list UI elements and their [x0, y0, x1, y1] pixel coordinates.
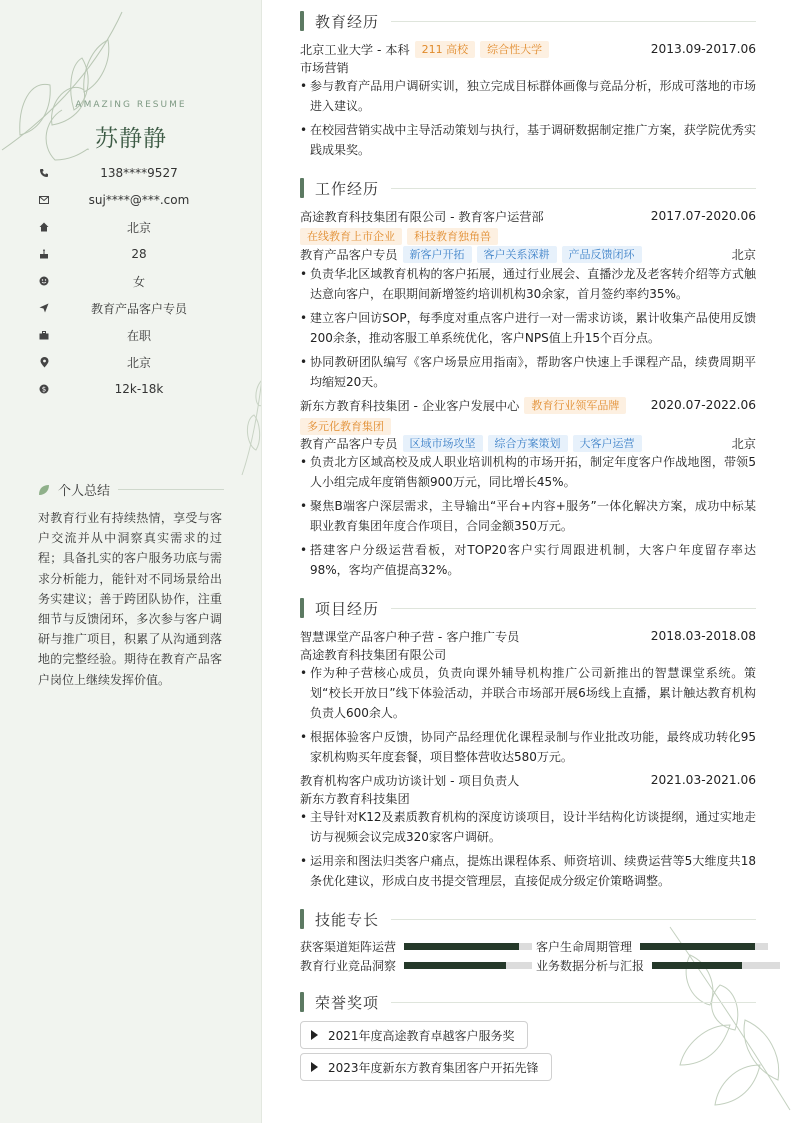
awards-title: 荣誉奖项 [315, 993, 380, 1012]
money-icon [38, 383, 50, 395]
job-bullet: • 建立客户回访SOP，每季度对重点客户进行一对一需求访谈，累计收集产品使用反馈200余条，推动客服工单系统优化，客户NPS值上升15个百分点。 [300, 308, 756, 348]
company-tag: 多元化教育集团 [300, 418, 391, 435]
play-icon [311, 1030, 318, 1040]
project-date: 2021.03-2021.06 [650, 773, 756, 787]
info-gender: 女 [132, 274, 145, 289]
skill-fill [404, 943, 519, 950]
education-bullet: • 在校园营销实战中主导活动策划与执行，基于调研数据制定推广方案，获学院优秀实践成果奖。 [300, 120, 756, 160]
role-tag: 产品反馈闭环 [562, 246, 642, 263]
phone-icon [38, 167, 50, 179]
skill-fill [640, 943, 755, 950]
info-position: 教育产品客户专员 [90, 301, 187, 316]
summary-text: 对教育行业有持续热情，享受与客户交流并从中洞察真实需求的过程；具备扎实的客户服务功底与需求分析能力，能针对不同场景给出务实建议；善于跨团队协作，注重细节与反馈闭环，多次参与客户调研与推广项目，积累了从沟通到落地的完整经验。期待在教育产品客户岗位上继续发挥价值。 [38, 511, 222, 687]
project-bullet: • 根据体验客户反馈，协同产品经理优化课程录制与作业批改功能，最终成功转化95家机构购买年度套餐，项目整体营收达580万元。 [300, 727, 756, 767]
info-age: 28 [131, 247, 147, 261]
role-tag: 区域市场攻坚 [403, 435, 483, 452]
gender-icon [38, 275, 50, 287]
skill-bar [640, 943, 768, 950]
company-tag: 在线教育上市企业 [300, 228, 402, 245]
skills-section-header [300, 909, 756, 929]
education-bullet: • 参与教育产品用户调研实训，独立完成目标群体画像与竞品分析，形成可落地的市场进入建议。 [300, 76, 756, 116]
projects-section-header [300, 598, 756, 618]
project-name: 智慧课堂产品客户种子营 - 客户推广专员 [300, 629, 520, 644]
briefcase-icon [38, 329, 50, 341]
projects-title: 项目经历 [315, 599, 380, 618]
info-hometown: 北京 [126, 220, 151, 235]
section-divider [391, 608, 756, 609]
job-role: 教育产品客户专员 [300, 436, 398, 451]
section-divider [391, 188, 756, 189]
job-bullet: • 协同教研团队编写《客户场景应用指南》，帮助客户快速上手课程产品，续费周期平均缩短20天。 [300, 352, 756, 392]
project-org: 高途教育科技集团有限公司 [300, 648, 447, 662]
info-row-location [38, 353, 228, 371]
resume-tagline: AMAZING RESUME [75, 100, 187, 110]
award-text: 2021年度高途教育卓越客户服务奖 [328, 1028, 515, 1043]
section-marker [300, 992, 304, 1012]
skill-fill [652, 962, 742, 969]
send-icon [38, 302, 50, 314]
award-text: 2023年度新东方教育集团客户开拓先锋 [328, 1060, 539, 1075]
project-org: 新东方教育科技集团 [300, 792, 410, 806]
info-salary: 12k-18k [114, 382, 164, 396]
skill-item [300, 938, 532, 954]
role-tag: 大客户运营 [573, 435, 642, 452]
summary-divider [118, 489, 224, 490]
role-tag: 新客户开拓 [403, 246, 472, 263]
job-date: 2020.07-2022.06 [650, 398, 756, 412]
info-phone: 138****9527 [100, 166, 178, 180]
info-row-salary [38, 380, 228, 398]
section-marker [300, 178, 304, 198]
svg-text:$: $ [41, 385, 47, 394]
info-row-position [38, 299, 228, 317]
project-header-row [300, 771, 756, 789]
project-header-row [300, 627, 756, 645]
info-row-email [38, 191, 228, 209]
section-divider [391, 21, 756, 22]
job-bullet: • 搭建客户分级运营看板，对TOP20客户实行周跟进机制，大客户年度留存率达98%，客均产值提高32%。 [300, 540, 756, 580]
section-divider [391, 919, 756, 920]
skill-name: 教育行业竞品洞察 [300, 958, 397, 973]
project-date: 2018.03-2018.08 [650, 629, 756, 643]
job-role-row [300, 245, 756, 263]
skill-fill [404, 962, 506, 969]
skill-name: 获客渠道矩阵运营 [300, 939, 397, 954]
section-marker [300, 909, 304, 929]
work-title: 工作经历 [315, 179, 380, 198]
education-date: 2013.09-2017.06 [650, 42, 756, 56]
summary-title: 个人总结 [58, 484, 111, 499]
company-tags [295, 228, 498, 245]
school-tag: 211 高校 [415, 41, 476, 58]
info-row-age [38, 245, 228, 263]
play-icon [311, 1062, 318, 1072]
skill-bar [404, 943, 532, 950]
job-company: 高途教育科技集团有限公司 - 教育客户运营部 [300, 209, 544, 224]
education-title: 教育经历 [315, 12, 380, 31]
skill-item [300, 957, 532, 973]
company-tag: 科技教育独角兽 [407, 228, 498, 245]
job-bullet: • 聚焦B端客户深层需求，主导输出“平台+内容+服务”一体化解决方案，成功中标某职业教育集团年度合作项目，合同金额350万元。 [300, 496, 756, 536]
work-section-header [300, 178, 756, 198]
cake-icon [38, 248, 50, 260]
info-row-status [38, 326, 228, 344]
job-city: 北京 [731, 436, 756, 451]
job-bullet: • 负责北方区域高校及成人职业培训机构的市场开拓，制定年度客户作战地图，带领5人小组完成年度销售额900万元，同比增长45%。 [300, 452, 756, 492]
education-header-row [300, 40, 756, 58]
role-tag: 综合方案策划 [488, 435, 568, 452]
awards-section-header [300, 992, 756, 1012]
award-item [300, 1021, 528, 1049]
job-date: 2017.07-2020.06 [650, 209, 756, 223]
skill-item [536, 938, 768, 954]
education-section-header [300, 11, 756, 31]
job-city: 北京 [731, 247, 756, 262]
home-icon [38, 221, 50, 233]
project-bullet: • 作为种子营核心成员，负责向课外辅导机构推广公司新推出的智慧课堂系统。策划“校长开放日”线下体验活动，并联合市场部开展6场线上直播，累计触达教育机构负责人600余人。 [300, 663, 756, 723]
job-role: 教育产品客户专员 [300, 247, 398, 262]
leaf-icon [38, 484, 50, 496]
info-row-gender [38, 272, 228, 290]
mail-icon [38, 194, 50, 206]
job-bullet: • 负责华北区域教育机构的客户拓展，通过行业展会、直播沙龙及老客转介绍等方式触达意向客户，在职期间新增签约培训机构30余家，首月签约率约35%。 [300, 264, 756, 304]
info-location: 北京 [126, 355, 151, 370]
company-tag: 教育行业领军品牌 [524, 397, 626, 414]
project-bullet: • 主导针对K12及素质教育机构的深度访谈项目，设计半结构化访谈提纲，通过实地走访与视频会议完成320家客户调研。 [300, 807, 756, 847]
skills-title: 技能专长 [315, 910, 380, 929]
location-icon [38, 356, 50, 368]
info-row-phone [38, 164, 228, 182]
skill-name: 客户生命周期管理 [536, 939, 633, 954]
job-header-row [300, 207, 756, 225]
leaf-decoration-icon [240, 360, 262, 480]
skill-bar [404, 962, 532, 969]
company-tags [295, 418, 391, 435]
school-tag: 综合性大学 [480, 41, 549, 58]
section-marker [300, 11, 304, 31]
role-tag: 客户关系深耕 [477, 246, 557, 263]
candidate-name: 苏静静 [95, 126, 167, 152]
info-status: 在职 [126, 328, 151, 343]
skill-item [536, 957, 780, 973]
section-marker [300, 598, 304, 618]
education-major: 市场营销 [300, 61, 349, 75]
award-item [300, 1053, 552, 1081]
school-name: 北京工业大学 - 本科 [300, 42, 410, 57]
skill-name: 业务数据分析与汇报 [536, 958, 645, 973]
project-name: 教育机构客户成功访谈计划 - 项目负责人 [300, 773, 520, 788]
sidebar [0, 0, 262, 1123]
job-role-row [300, 434, 756, 452]
skill-bar [652, 962, 780, 969]
project-bullet: • 运用亲和图法归类客户痛点，提炼出课程体系、师资培训、续费运营等5大维度共18条优化建议，形成白皮书提交管理层，直接促成分级定价策略调整。 [300, 851, 756, 891]
job-company: 新东方教育科技集团 - 企业客户发展中心 [300, 398, 520, 413]
job-header-row [300, 396, 756, 414]
summary-heading [38, 480, 224, 499]
section-divider [391, 1002, 756, 1003]
info-row-home [38, 218, 228, 236]
info-email: suj****@***.com [88, 193, 190, 207]
